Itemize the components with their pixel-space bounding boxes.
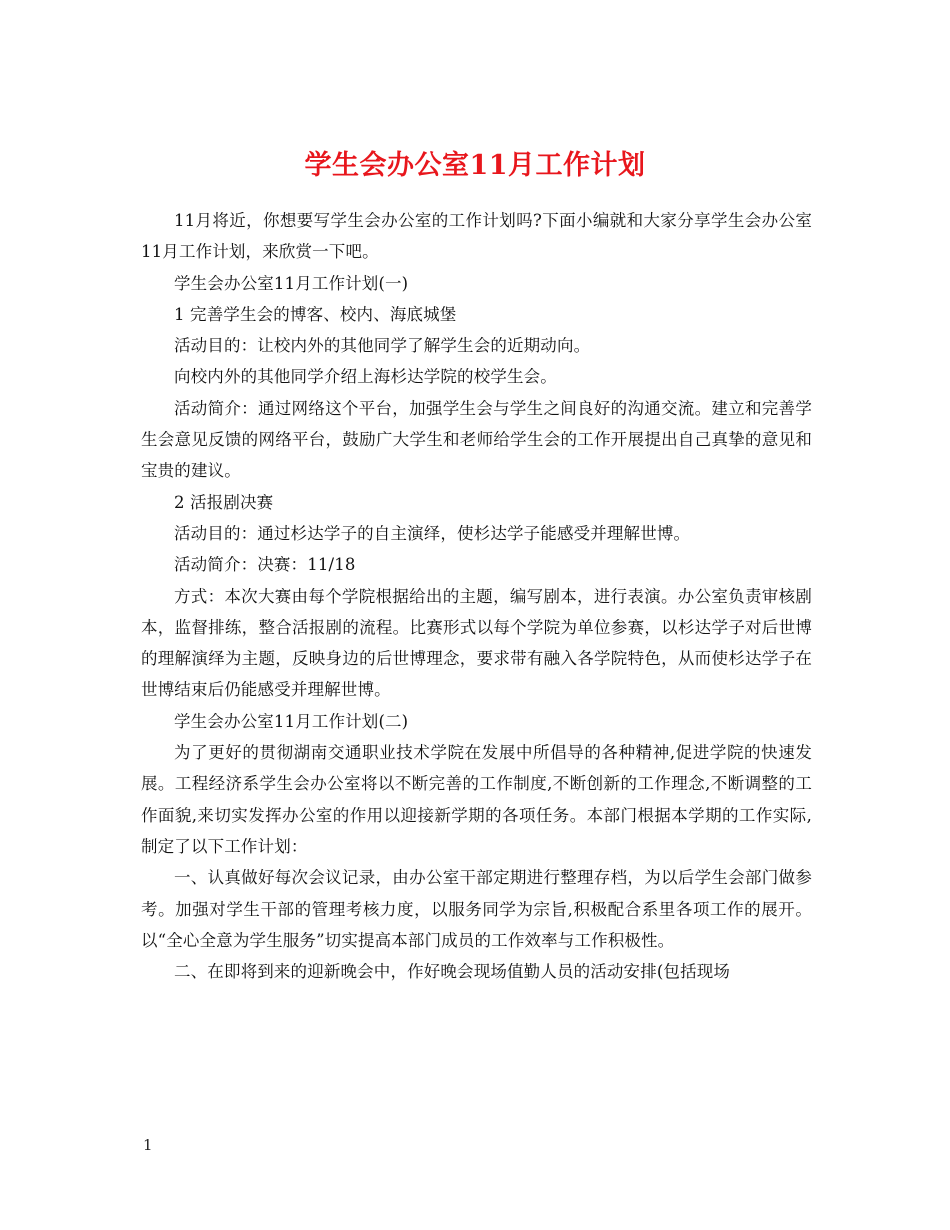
paragraph-item-2-purpose: 活动目的：通过杉达学子的自主演绎，使杉达学子能感受并理解世博。 (174, 523, 691, 543)
paragraph-plan-two-intro: 为了更好的贯彻湖南交通职业技术学院在发展中所倡导的各种精神,促进学院的快速发展。工程经济系学生会办公室将以不断完善的工作制度,不断创新的工作理念,不断调整的工作面貌,来切实发挥办公室的作用以迎接新学期的各项任务。本部门根据本学期的工作实际,制定了以下工作计划： (141, 743, 812, 856)
paragraph-item-2-method: 方式：本次大赛由每个学院根据给出的主题，编写剧本，进行表演。办公室负责审核剧本，监督排练，整合活报剧的流程。比赛形式以每个学院为单位参赛，以杉达学子对后世博的理解演绎为主题，反映身边的后世博理念，要求带有融入各学院特色，从而使杉达学子在世博结束后仍能感受并理解世博。 (141, 586, 812, 700)
document-title: 学生会办公室11月工作计划 (304, 150, 646, 182)
paragraph-item-1-heading: 1 完善学生会的博客、校内、海底城堡 (174, 304, 457, 324)
paragraph-item-1-summary: 活动简介：通过网络这个平台，加强学生会与学生之间良好的沟通交流。建立和完善学生会意见反馈的网络平台，鼓励广大学生和老师给学生会的工作开展提出自己真挚的意见和宝贵的建议。 (141, 398, 812, 481)
paragraph-item-1-introduce: 向校内外的其他同学介绍上海杉达学院的校学生会。 (174, 367, 557, 387)
document-body (141, 205, 812, 987)
paragraph-item-2-summary: 活动简介：决赛：11/18 (174, 555, 356, 575)
paragraph-plan-two-heading: 学生会办公室11月工作计划(二) (174, 711, 409, 731)
paragraph-plan-two-point-2: 二、在即将到来的迎新晚会中，作好晚会现场值勤人员的活动安排(包括现场 (174, 962, 731, 982)
page-number: 1 (143, 1136, 153, 1154)
paragraph-item-1-purpose: 活动目的：让校内外的其他同学了解学生会的近期动向。 (174, 336, 591, 356)
paragraph-plan-two-point-1: 一、认真做好每次会议记录，由办公室干部定期进行整理存档，为以后学生会部门做参考。加强对学生干部的管理考核力度，以服务同学为宗旨,积极配合系里各项工作的展开。以“全心全意为学生服务”切实提高本部门成员的工作效率与工作积极性。 (141, 868, 812, 950)
paragraph-plan-one-heading: 学生会办公室11月工作计划(一) (174, 273, 409, 293)
paragraph-intro: 11月将近，你想要写学生会办公室的工作计划吗?下面小编就和大家分享学生会办公室11月工作计划，来欣赏一下吧。 (141, 211, 812, 262)
paragraph-item-2-heading: 2 活报剧决赛 (174, 492, 274, 512)
